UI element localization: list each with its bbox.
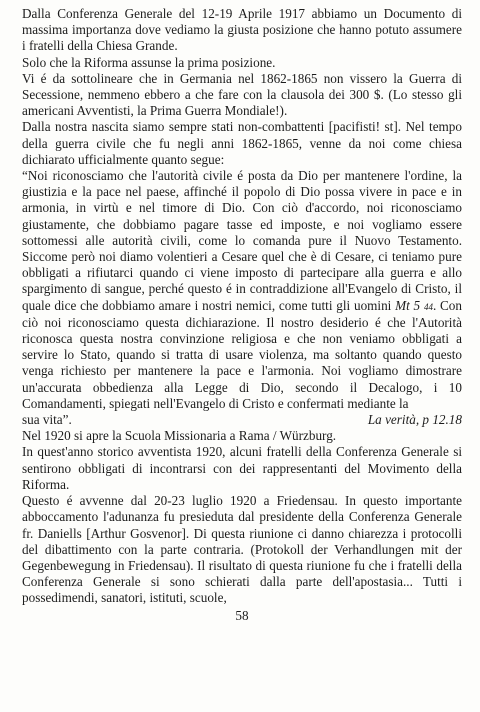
- quote-source: La verità, p 12.18: [367, 412, 462, 428]
- paragraph-7: Questo é avvenne dal 20-23 luglio 1920 a Friedensau. In questo importante abboccamento l'adunanza fu presieduta dal presidente della Conferenza Generale fr. Daniells [Arthur Gosvenor]. Di questa riunione ci danno chiarezza i protocolli del dibattimento con la parte contraria. (Protokoll der Verhandlungen mit der Gegenbewegung in Friedensau). Il risultato di questa riunione fu che i fratelli della Conferenza Generale si sono schierati dalla parte dell'apostasia... Tutti i possedimendi, sanatori, istituti, scuole,: [22, 493, 462, 606]
- quote-text-before-ref: “Noi riconosciamo che l'autorità civile é posta da Dio per mantenere l'ordine, la giustizia e la pace nel paese, affinché il popolo di Dio possa vivere in pace e in armonia, in virtù e nel timore di Dio. Con ciò d'accordo, noi riconosciamo giustamente, che dobbiamo pagare tasse ed imposte, e noi vogliamo essere sottomessi alle autorità civili, come lo comanda pure il Nuovo Testamento. Siccome però noi diamo volentieri a Cesare quel che è di Cesare, ci teniamo pure obbligati a rifiutarci quando ci viene imposto di partecipare alla guerra e allo spargimento di sangue, perché questo é in contraddizione all'Evangelo di Cristo, il quale dice che dobbiamo amare i nostri nemici, come tutti gli uomini: [22, 168, 462, 313]
- paragraph-4: Dalla nostra nascita siamo sempre stati non-combattenti [pacifisti! st]. Nel tempo della guerra civile che fu negli anni 1862-1865, venne da noi come chiesa dichiarato ufficialmente quanto segue:: [22, 119, 462, 167]
- paragraph-2: Solo che la Riforma assunse la prima posizione.: [22, 54, 276, 70]
- document-page: [22, 6, 462, 624]
- quote-end-line: [22, 412, 462, 428]
- bible-reference-verse: 44: [423, 301, 433, 312]
- paragraph-1: Dalla Conferenza Generale del 12-19 Aprile 1917 abbiamo un Documento di massima importanza dove vediamo la giusta posizione che hanno potuto assumere i fratelli della Chiesa Grande.: [22, 6, 462, 54]
- quote-block: [22, 168, 462, 412]
- page-number: 58: [235, 607, 249, 623]
- paragraph-5: Nel 1920 si apre la Scuola Missionaria a Rama / Würzburg.: [22, 428, 337, 444]
- paragraph-3: Vi é da sottolineare che in Germania nel 1862-1865 non vissero la Guerra di Secessione, nemmeno ebbero a che fare con la clausola dei 300 $. (Lo stesso gli americani Avventisti, la Prima Guerra Mondiale!).: [22, 70, 462, 119]
- paragraph-6: In quest'anno storico avventista 1920, alcuni fratelli della Conferenza Generale si sentirono obbligati di incontrarsi con dei rappresentanti del Movimento della Riforma.: [22, 444, 462, 492]
- bible-reference: Mt 5: [395, 297, 421, 313]
- quote-text-after-ref: . Con ciò noi riconosciamo questa dichiarazione. Il nostro desiderio é che l'Autorità riconosca questa nostra convinzione religiosa e che non veniamo obbligati a servire lo Stato, quando si tratta di usare violenza, ma soltanto quando questo venga richiesto per mantenere la pace e l'armonia. Noi vogliamo dimostrare un'accurata obbedienza alla Legge di Dio, secondo il Decalogo, i 10 Comandamenti, spiegati nell'Evangelo di Cristo e confermati mediante la: [22, 297, 462, 411]
- quote-last-line: sua vita”.: [22, 412, 72, 428]
